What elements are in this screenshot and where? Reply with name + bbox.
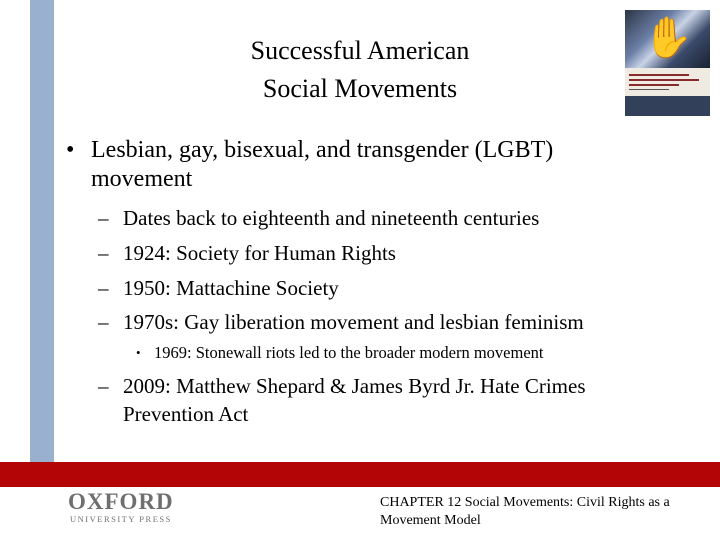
- sub-sub-bullet-text: 1969: Stonewall riots led to the broader modern movement: [154, 343, 544, 362]
- title-line-1: Successful American: [250, 36, 470, 65]
- sub-bullet-text: 2009: Matthew Shepard & James Byrd Jr. Hate Crimes Prevention Act: [123, 374, 586, 426]
- dash-icon: –: [98, 374, 109, 398]
- bullet-icon: •: [66, 137, 75, 163]
- sub-bullet-text: Dates back to eighteenth and nineteenth centuries: [123, 206, 540, 230]
- slide-title: [120, 32, 600, 108]
- sub-bullet-text: 1950: Mattachine Society: [123, 276, 339, 300]
- logo-main-text: OXFORD: [68, 489, 174, 514]
- sub-bullet-text: 1970s: Gay liberation movement and lesbian feminism: [123, 310, 584, 334]
- oxford-logo: [68, 490, 178, 526]
- chapter-caption: CHAPTER 12 Social Movements: Civil Rights as a Movement Model: [380, 495, 670, 528]
- sub-bullet-text: 1924: Society for Human Rights: [123, 241, 396, 265]
- raised-hand-icon: ✋: [643, 15, 693, 60]
- title-line-2: Social Movements: [262, 74, 458, 103]
- footer-red-bar: [0, 462, 720, 487]
- dash-icon: –: [98, 310, 109, 334]
- main-bullet-text: Lesbian, gay, bisexual, and transgender (LGBT) movement: [91, 137, 554, 192]
- bullet-icon: •: [136, 345, 141, 360]
- logo-sub-text: UNIVERSITY PRESS: [70, 514, 172, 524]
- dash-icon: –: [98, 276, 109, 300]
- left-accent-bar: [30, 0, 54, 462]
- dash-icon: –: [98, 241, 109, 265]
- book-cover-image: [625, 10, 710, 116]
- dash-icon: –: [98, 206, 109, 230]
